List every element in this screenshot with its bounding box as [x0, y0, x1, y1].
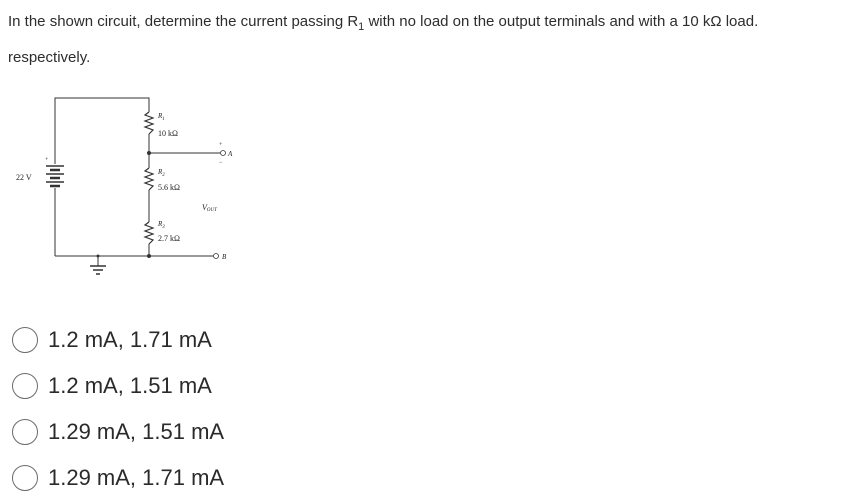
r3-name-label: $R_3$	[158, 220, 165, 230]
terminal-a-plus: +	[219, 142, 223, 148]
answer-option-label-3: 1.29 mA, 1.51 mA	[48, 419, 225, 444]
r2-name-label: $R_2$	[158, 168, 165, 178]
r1-value-label: 10 kΩ	[158, 129, 178, 138]
answer-option-3[interactable]	[12, 409, 224, 455]
r2-value-label: 5.6 kΩ	[158, 183, 180, 192]
junction-dot-bottom	[147, 254, 151, 258]
answer-option-4[interactable]	[12, 455, 224, 501]
battery-symbol	[46, 166, 64, 186]
terminal-a-minus: −	[219, 160, 223, 166]
battery-plus-sign: +	[45, 157, 49, 163]
terminal-a-icon	[221, 151, 226, 156]
answer-option-1[interactable]	[12, 317, 224, 363]
circuit-wires	[55, 98, 220, 266]
junction-dot-ground	[97, 255, 100, 258]
battery-label: 22 V	[16, 173, 32, 182]
radio-button-1[interactable]	[12, 327, 38, 353]
resistor-r2-icon	[145, 168, 153, 190]
answer-option-label-2: 1.2 mA, 1.51 mA	[48, 373, 212, 398]
circuit-diagram	[0, 0, 260, 300]
answer-option-2[interactable]	[12, 363, 224, 409]
question-text-after: with no load on the output terminals and with a 10 kΩ load.	[364, 13, 759, 30]
question-text-before: In the shown circuit, determine the current passing R	[8, 13, 359, 30]
answer-option-label-4: 1.29 mA, 1.71 mA	[48, 465, 225, 490]
question-subscript: 1	[358, 21, 365, 33]
terminal-b-icon	[214, 254, 219, 259]
resistor-r3-icon	[145, 222, 153, 244]
ground-icon	[90, 266, 106, 274]
question-line-2: respectively.	[8, 49, 91, 66]
wire-top-left	[55, 98, 149, 164]
terminal-b-label: B	[222, 253, 227, 261]
radio-button-4[interactable]	[12, 465, 38, 491]
radio-button-3[interactable]	[12, 419, 38, 445]
answer-option-label-1: 1.2 mA, 1.71 mA	[48, 327, 212, 352]
answer-options	[12, 317, 224, 501]
r3-value-label: 2.7 kΩ	[158, 234, 180, 243]
junction-dot-top	[147, 151, 151, 155]
terminal-a-label: A	[228, 150, 233, 158]
vout-label: VOUT	[202, 203, 217, 213]
radio-button-2[interactable]	[12, 373, 38, 399]
r1-name-label: $R_1$	[158, 112, 165, 122]
resistor-r1-icon	[145, 112, 153, 134]
